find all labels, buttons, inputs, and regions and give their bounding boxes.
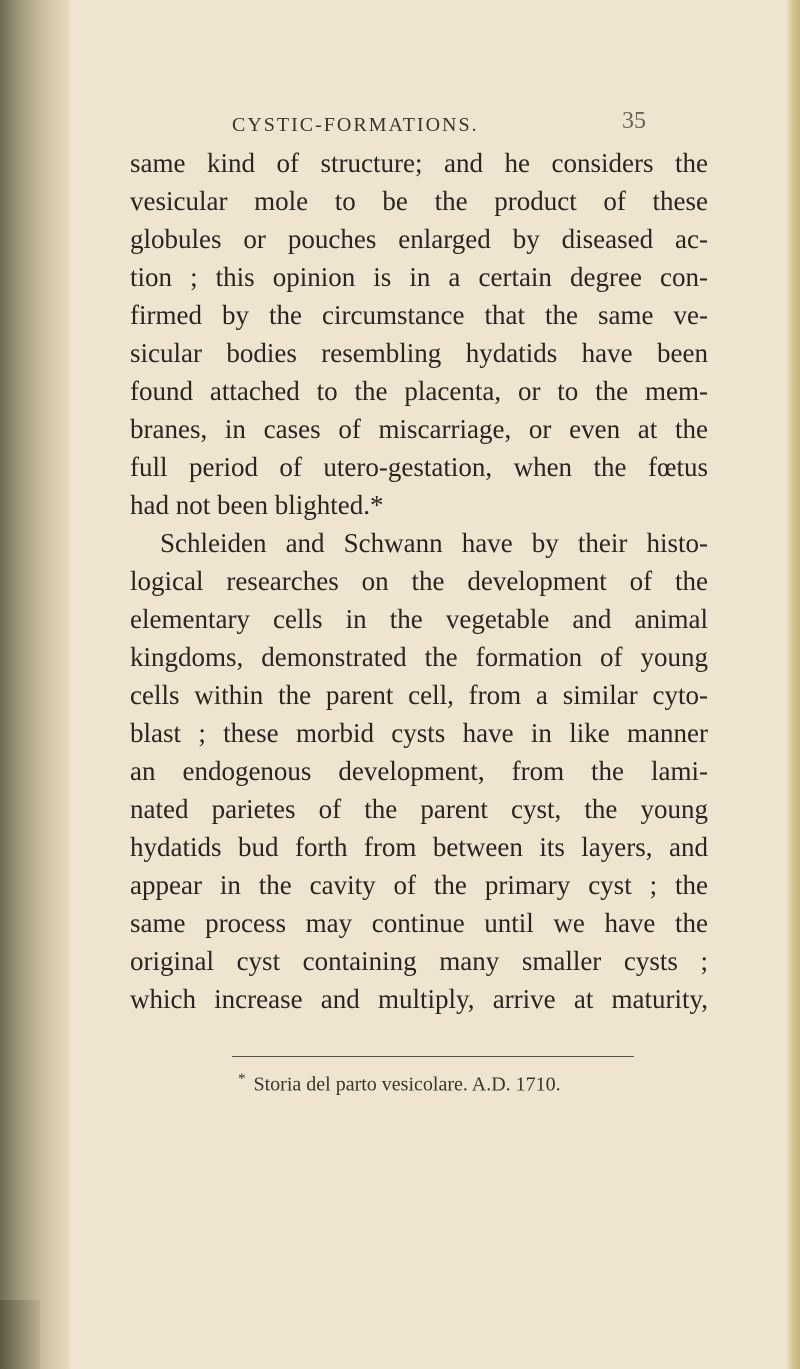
running-title: CYSTIC-FORMATIONS.	[232, 114, 479, 136]
text-line: full period of utero-gestation, when the fœtus	[130, 452, 708, 482]
footnote-rule	[232, 1056, 634, 1057]
text-line: firmed by the circumstance that the same ve-	[130, 300, 708, 330]
footnote-text: Storia del parto vesicolare. A.D. 1710.	[253, 1073, 561, 1096]
text-line: tion ; this opinion is in a certain degree con-	[130, 262, 708, 292]
text-line: same process may continue until we have the	[130, 908, 708, 938]
text-line: kingdoms, demonstrated the formation of young	[130, 642, 708, 672]
text-line: which increase and multiply, arrive at maturity,	[130, 984, 708, 1014]
text-line: nated parietes of the parent cyst, the young	[130, 794, 708, 824]
text-line: had not been blighted.*	[130, 490, 384, 520]
text-line: sicular bodies resembling hydatids have been	[130, 338, 708, 368]
text-line: vesicular mole to be the product of these	[130, 186, 708, 216]
text-line: logical researches on the development of the	[130, 566, 708, 596]
text-line: globules or pouches enlarged by diseased ac-	[130, 224, 708, 254]
running-head	[130, 104, 708, 144]
text-line: cells within the parent cell, from a similar cyto-	[130, 680, 708, 710]
text-line: blast ; these morbid cysts have in like manner	[130, 718, 708, 748]
body-text	[130, 144, 708, 1018]
text-line: hydatids bud forth from between its layers, and	[130, 832, 708, 862]
page-gutter-shadow	[0, 0, 70, 1369]
footnote	[238, 1071, 708, 1097]
text-line: an endogenous development, from the lami-	[130, 756, 708, 786]
book-page	[130, 104, 708, 1097]
text-line: Schleiden and Schwann have by their histo-	[160, 528, 708, 558]
text-line: elementary cells in the vegetable and animal	[130, 604, 708, 634]
page-right-edge	[786, 0, 800, 1369]
text-line: branes, in cases of miscarriage, or even at the	[130, 414, 708, 444]
text-line: original cyst containing many smaller cysts ;	[130, 946, 708, 976]
text-line: same kind of structure; and he considers the	[130, 148, 708, 178]
page-gutter-corner	[0, 1300, 40, 1369]
text-line: found attached to the placenta, or to the mem-	[130, 376, 708, 406]
text-line: appear in the cavity of the primary cyst ; the	[130, 870, 708, 900]
page-number: 35	[622, 108, 646, 134]
footnote-mark: *	[238, 1071, 246, 1087]
